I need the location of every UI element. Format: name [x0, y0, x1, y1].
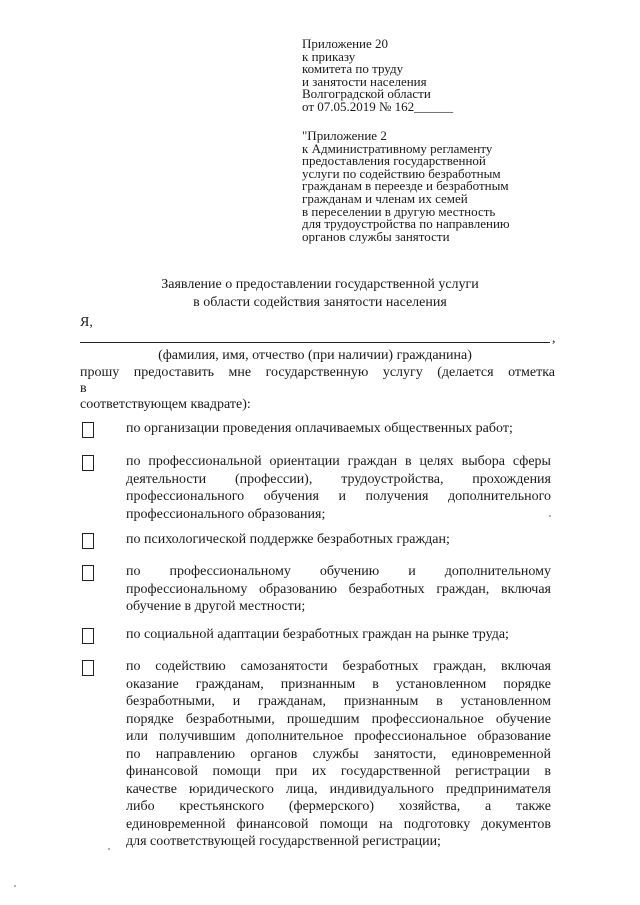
option-line: порядке безработными, прошедшим профессиональное обучение — [126, 711, 551, 727]
request-line-2: в — [80, 381, 87, 396]
scan-speck — [549, 515, 551, 517]
appendix2-line: "Приложение 2 — [302, 128, 387, 143]
option-text — [126, 563, 551, 616]
option-line: по организации проведения оплачиваемых общественных работ; — [126, 421, 513, 436]
applicant-line-comma: , — [552, 331, 556, 346]
option-checkbox[interactable] — [82, 533, 94, 549]
option-line: обучение в другой местности; — [126, 599, 306, 614]
appendix2-line: к Административному регламенту — [302, 140, 493, 156]
option-line: по профессиональной ориентации граждан в целях выбора сферы — [126, 454, 551, 469]
request-word: мне — [228, 365, 252, 380]
option-line: оказание гражданам, признанным в установленном порядке — [126, 676, 551, 692]
appendix2-line: для трудоустройства по направлению — [302, 216, 510, 232]
option-text — [126, 658, 551, 851]
option-line: единовременной финансовой помощи на подготовку документов — [126, 816, 551, 832]
appendix2-line: гражданам в переезде и безработным — [302, 178, 509, 194]
option-line: качестве юридического лица, индивидуального предпринимателя — [126, 781, 551, 797]
option-line: по профессиональному обучению и дополнительному — [126, 564, 551, 579]
scan-speck — [108, 848, 110, 850]
option-checkbox[interactable] — [82, 455, 94, 471]
option-line: по содействию самозанятости безработных граждан, включая — [126, 659, 551, 674]
option-line: по социальной адаптации безработных граждан на рынке труда; — [126, 627, 509, 642]
applicant-name-caption: (фамилия, имя, отчество (при наличии) гражданина) — [158, 348, 472, 363]
request-word: отметка — [508, 365, 555, 380]
option-line: для соответствующей государственной регистрации; — [126, 834, 441, 849]
document-title-line-2: в области содействия занятости населения — [193, 295, 447, 310]
option-text — [126, 420, 551, 438]
option-text — [126, 626, 551, 644]
scan-speck — [14, 885, 16, 887]
appendix2-line: услуги по содействию безработным — [302, 165, 501, 181]
request-word: (делается — [437, 365, 494, 380]
option-line: деятельности (профессии), трудоустройства, прохождения — [126, 471, 551, 487]
appendix2-line: предоставления государственной — [302, 153, 486, 169]
option-text — [126, 453, 551, 523]
appendix2-line: в переселении в другую местность — [302, 203, 496, 219]
option-line: профессионального обучения и получения дополнительного — [126, 489, 551, 504]
appendix-line: комитета по труду — [302, 61, 404, 76]
option-line: финансовой помощи при их государственной регистрации в — [126, 764, 551, 779]
appendix-20-block — [302, 38, 552, 113]
document-title-line-1: Заявление о предоставлении государственной услуги — [161, 277, 479, 292]
option-line: или получившим дополнительное профессиональное образование — [126, 729, 551, 744]
appendix-line: Волгоградской области — [302, 86, 431, 101]
appendix2-line: гражданам и членам их семей — [302, 190, 468, 206]
request-paragraph — [80, 365, 555, 413]
appendix-line: Приложение 20 — [302, 36, 389, 51]
option-line: профессионального образования; — [126, 506, 326, 522]
applicant-name-line[interactable] — [80, 342, 550, 343]
appendix2-line: органов службы занятости — [302, 228, 450, 244]
appendix-line: к приказу — [302, 48, 356, 64]
option-line: безработными, и гражданам, признанным в установленном — [126, 694, 551, 709]
option-checkbox[interactable] — [82, 660, 94, 676]
request-word: прошу — [80, 365, 120, 380]
appendix-line: от 07.05.2019 № 162______ — [302, 98, 454, 114]
option-checkbox[interactable] — [82, 565, 94, 581]
request-word: услугу — [382, 365, 423, 380]
request-word: предоставить — [133, 365, 215, 380]
option-line: профессиональному образованию безработных граждан, включая — [126, 581, 551, 597]
option-line: либо крестьянского (фермерского) хозяйства, а также — [126, 799, 551, 814]
request-word: государственную — [265, 365, 369, 380]
option-text — [126, 531, 551, 549]
request-line-3: соответствующем квадрате): — [80, 397, 251, 412]
option-checkbox[interactable] — [82, 422, 94, 438]
option-line: по направлению органов службы занятости, единовременной — [126, 746, 551, 762]
request-line-1 — [80, 365, 555, 381]
option-line: по психологической поддержке безработных граждан; — [126, 532, 450, 547]
appendix-line: и занятости населения — [302, 73, 427, 89]
option-checkbox[interactable] — [82, 628, 94, 644]
applicant-prefix: Я, — [80, 315, 93, 330]
appendix-2-block — [302, 130, 554, 243]
